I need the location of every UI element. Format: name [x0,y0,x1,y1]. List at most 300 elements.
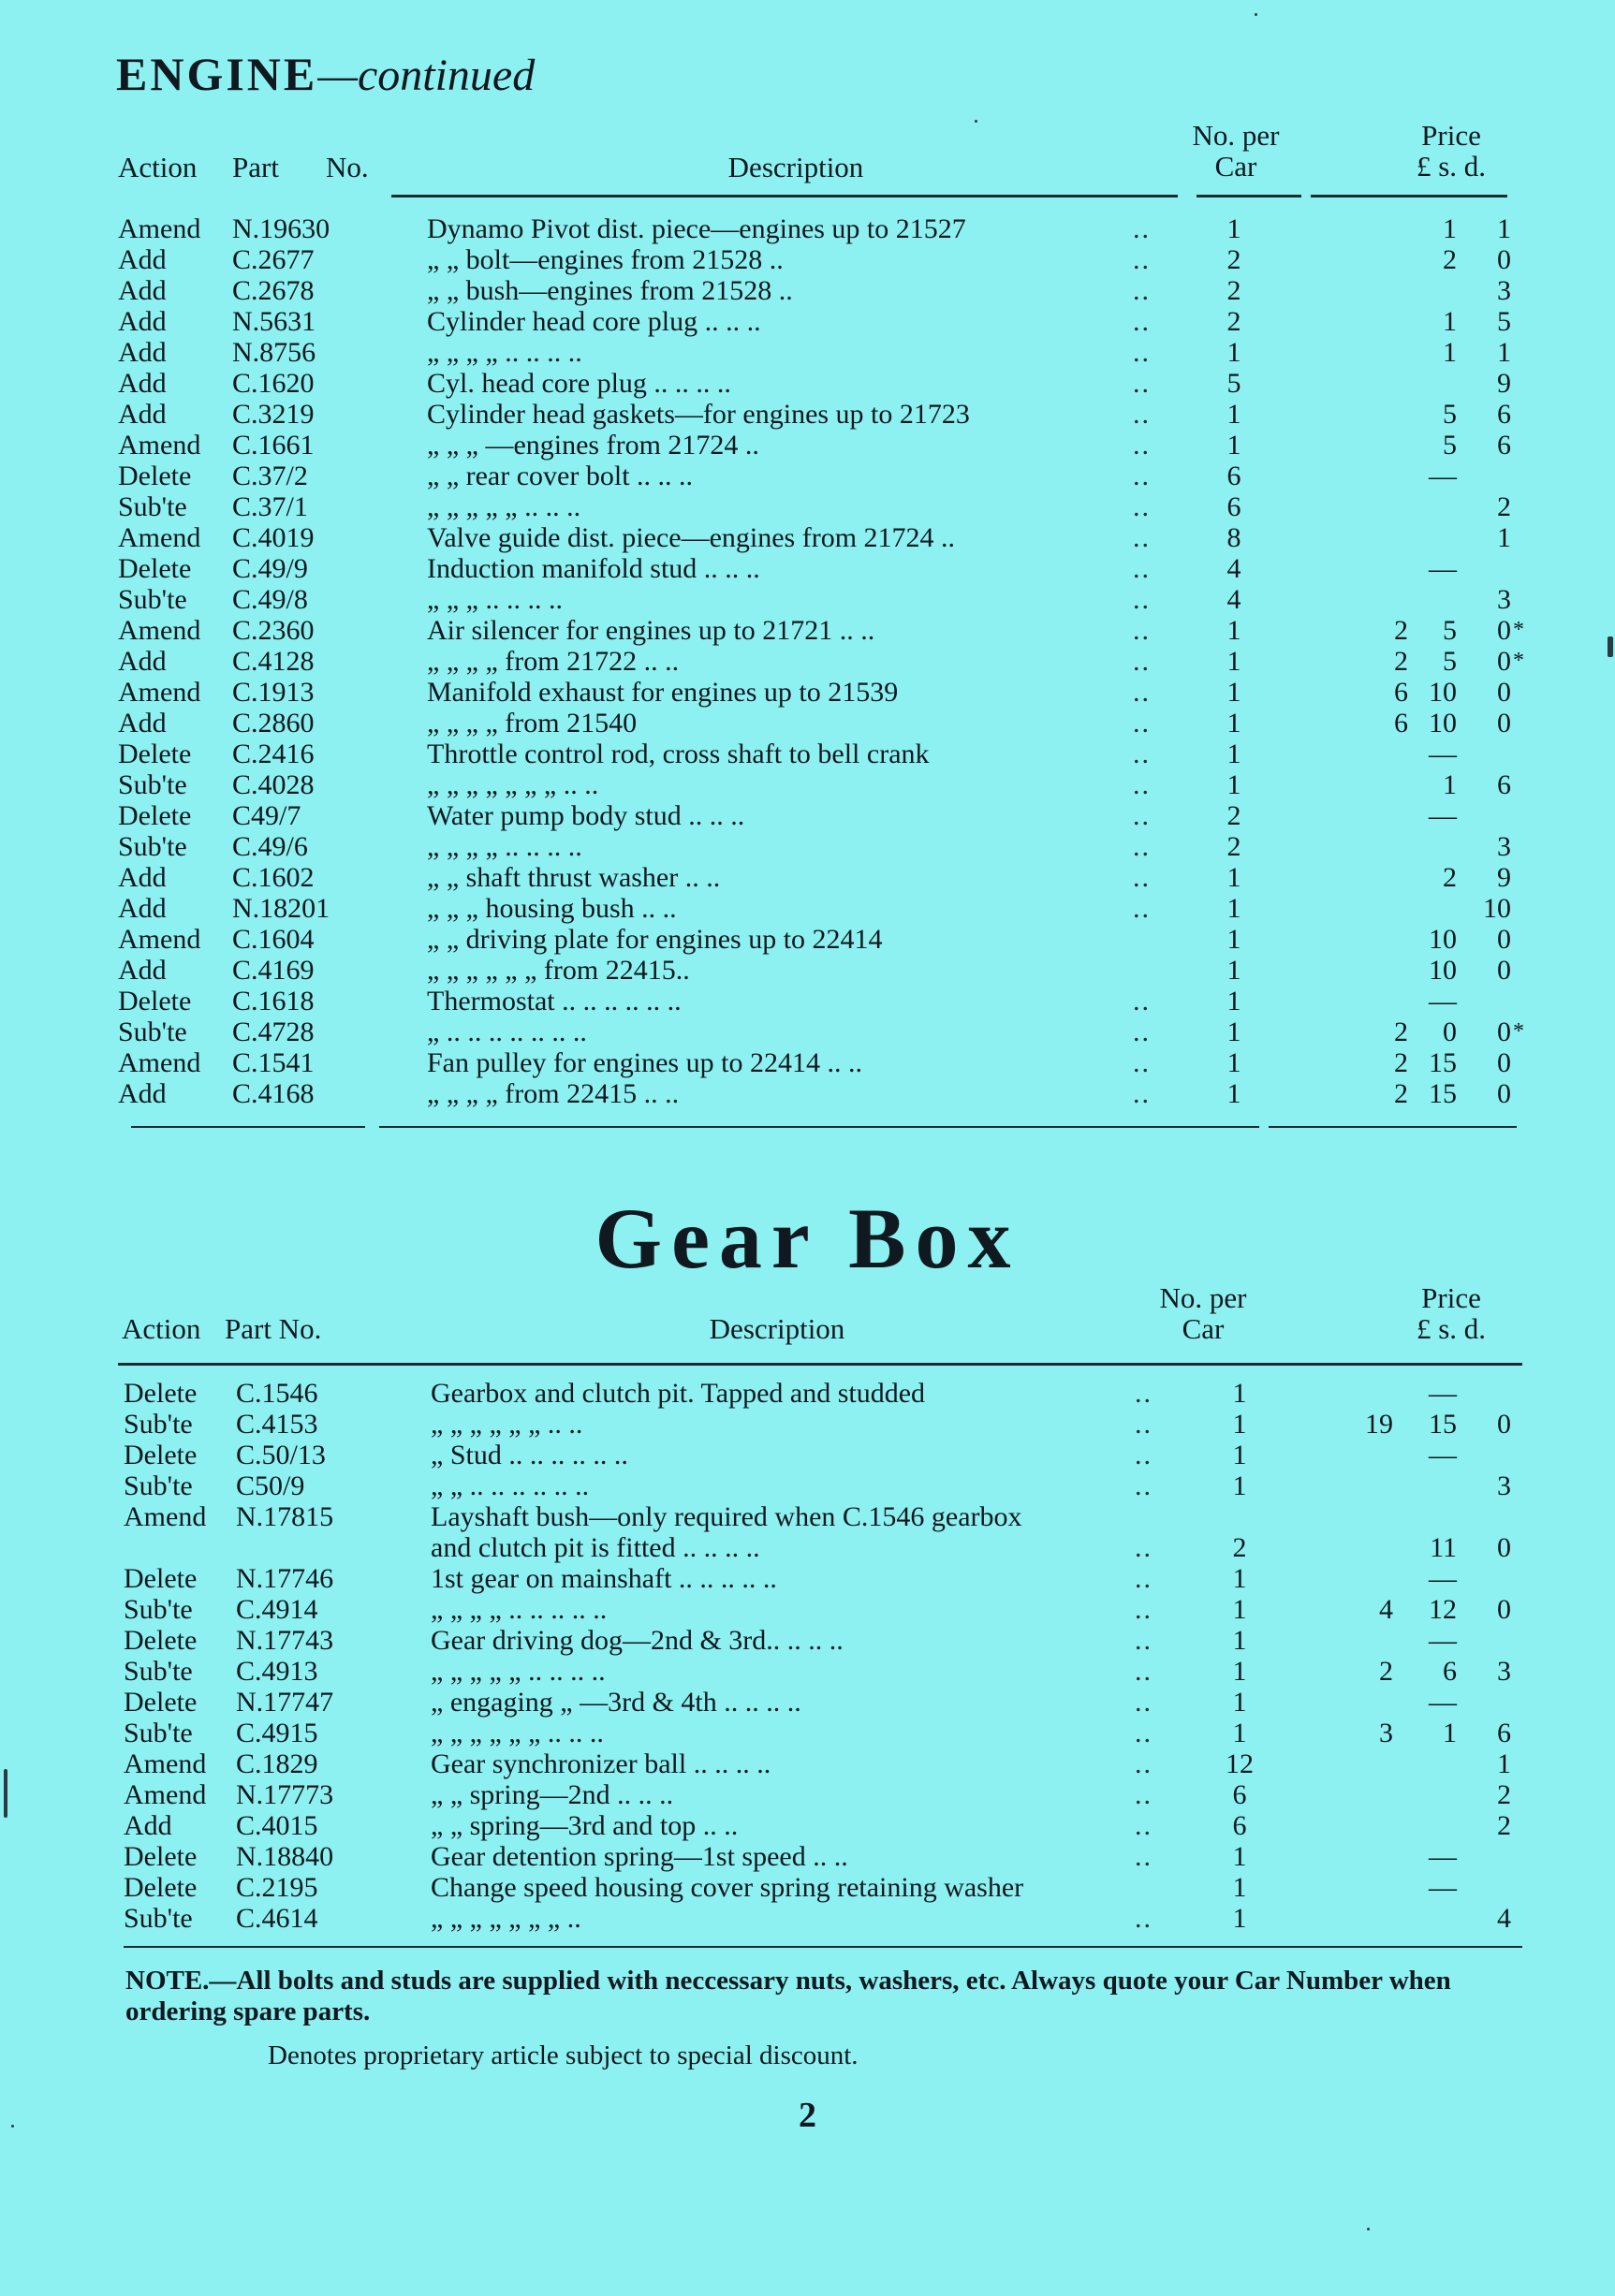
engine-row-price-shillings: 2 [1443,862,1457,893]
engine-row-price-shillings: 1 [1443,306,1457,337]
engine-row-action: Amend [118,677,201,708]
engine-row-part-number: C.2678 [232,275,315,306]
gearbox-row-leader-dots: .. [1135,1841,1153,1872]
engine-footer-rule-2 [379,1126,1259,1128]
engine-row-leader-dots: .. [1133,646,1151,677]
gearbox-row-description: Gearbox and clutch pit. Tapped and studded [431,1378,926,1409]
engine-header-description: Description [727,151,864,183]
gearbox-row-description: 1st gear on mainshaft .. .. .. .. .. [431,1563,777,1594]
engine-row-action: Add [118,646,167,677]
engine-table-row [0,646,1615,677]
gearbox-row-part-number: N.17773 [236,1779,334,1810]
engine-row-price-shillings: 10 [1429,955,1457,986]
gearbox-row-price-shillings: — [1429,1440,1457,1470]
gearbox-table-row [0,1810,1615,1841]
engine-row-leader-dots: .. [1133,553,1151,584]
scan-speck [1255,13,1257,16]
engine-row-price-pence: 0 [1497,708,1511,739]
engine-row-price-pence: 10 [1483,893,1511,924]
gearbox-row-action: Sub'te [124,1718,193,1748]
engine-row-price-pounds: 2 [1394,615,1408,646]
engine-row-leader-dots: .. [1133,1016,1151,1047]
gearbox-table-row [0,1563,1615,1594]
engine-row-price-pounds: 6 [1394,677,1408,708]
engine-table-row [0,924,1615,955]
engine-row-action: Amend [118,1047,201,1078]
engine-row-description: „ „ „ „ from 21540 [427,708,638,739]
engine-row-quantity: 1 [1226,769,1241,800]
gearbox-row-leader-dots: .. [1135,1594,1153,1625]
gearbox-row-price-pounds: 2 [1379,1656,1393,1687]
gearbox-row-description: „ „ „ „ „ .. .. .. .. [431,1656,606,1687]
gearbox-row-part-number: C.4915 [236,1718,318,1748]
engine-table-row [0,955,1615,986]
engine-row-action: Add [118,306,167,337]
gearbox-row-price-shillings: 6 [1443,1656,1457,1687]
engine-row-price-shillings: 5 [1443,430,1457,461]
engine-table-row [0,862,1615,893]
scan-speck [11,2125,14,2128]
gearbox-row-price-pounds: 3 [1379,1718,1393,1748]
engine-header-price-units [1376,151,1526,182]
engine-row-price-shillings: — [1429,553,1457,584]
gearbox-header-rule [118,1363,1522,1366]
engine-row-description: „ .. .. .. .. .. .. .. [427,1016,587,1047]
engine-row-description: Cyl. head core plug .. .. .. .. [427,368,731,399]
engine-row-action: Amend [118,924,201,955]
gearbox-row-description: and clutch pit is fitted .. .. .. .. [431,1532,760,1563]
gearbox-row-quantity: 1 [1232,1470,1247,1501]
gearbox-header-qty-line1: No. per [1159,1281,1247,1314]
engine-row-action: Delete [118,739,192,769]
engine-row-quantity: 1 [1226,708,1241,739]
gearbox-row-description: „ engaging „ —3rd & 4th .. .. .. .. [431,1687,801,1718]
engine-row-quantity: 1 [1226,213,1241,244]
engine-row-action: Add [118,893,167,924]
engine-table-row [0,1078,1615,1109]
gearbox-row-quantity: 12 [1226,1748,1254,1779]
engine-row-price-pence: 1 [1497,337,1511,368]
gearbox-row-part-number: C.4913 [236,1656,318,1687]
engine-row-quantity: 6 [1226,491,1241,522]
gearbox-table-row [0,1532,1615,1563]
gearbox-row-leader-dots: .. [1135,1625,1153,1656]
engine-row-quantity: 1 [1226,986,1241,1016]
gearbox-row-quantity: 1 [1232,1625,1247,1656]
gearbox-row-leader-dots: .. [1135,1779,1153,1810]
engine-row-description: „ „ shaft thrust washer .. .. [427,862,721,893]
gearbox-table-row [0,1594,1615,1625]
engine-row-quantity: 2 [1226,244,1241,275]
engine-row-action: Delete [118,986,192,1016]
gearbox-header-pounds: £ [1416,1312,1431,1345]
engine-row-action: Add [118,862,167,893]
gearbox-row-price-shillings: 1 [1443,1718,1457,1748]
engine-row-leader-dots: .. [1133,1047,1151,1078]
gearbox-row-part-number: C.4914 [236,1594,318,1625]
gearbox-row-price-pounds: 19 [1365,1409,1393,1440]
engine-row-price-pounds: 6 [1394,708,1408,739]
gearbox-row-part-number: N.17815 [236,1501,334,1532]
gearbox-row-quantity: 1 [1232,1594,1247,1625]
gearbox-row-price-pence: 6 [1497,1718,1511,1748]
engine-table-row [0,491,1615,522]
gearbox-row-description: „ „ spring—2nd .. .. .. [431,1779,674,1810]
engine-row-action: Delete [118,800,192,831]
gearbox-header-qty-line2: Car [1182,1312,1225,1345]
engine-row-leader-dots: .. [1133,1078,1151,1109]
gearbox-row-price-pence: 0 [1497,1409,1511,1440]
engine-row-part-number: C.4728 [232,1016,315,1047]
engine-row-price-pence: 0 [1497,615,1511,646]
engine-row-price-pence: 0 [1497,646,1511,677]
engine-row-part-number: C.49/6 [232,831,308,862]
gearbox-footer-rule [124,1946,1522,1948]
engine-row-description: Induction manifold stud .. .. .. [427,553,760,584]
gearbox-table-row [0,1625,1615,1656]
engine-row-part-number: C.1618 [232,986,315,1016]
engine-row-quantity: 1 [1226,862,1241,893]
engine-row-price-pence: 6 [1497,430,1511,461]
engine-header-pence: d. [1463,150,1487,183]
engine-row-price-shillings: 2 [1443,244,1457,275]
gearbox-table-row [0,1378,1615,1409]
engine-row-price-pence: 0 [1497,244,1511,275]
engine-row-part-number: C.4168 [232,1078,315,1109]
engine-row-price-shillings: 10 [1429,924,1457,955]
engine-table-row [0,553,1615,584]
gearbox-row-description: Gear driving dog—2nd & 3rd.. .. .. .. [431,1625,844,1656]
engine-row-description: „ „ „ —engines from 21724 .. [427,430,759,461]
engine-row-action: Add [118,275,167,306]
engine-table-row [0,368,1615,399]
engine-row-leader-dots: .. [1133,244,1151,275]
engine-row-part-number: C.37/2 [232,461,308,491]
engine-row-action: Add [118,708,167,739]
engine-row-part-number: N.8756 [232,337,316,368]
note-body: All bolts and studs are supplied with neccessary nuts, washers, etc. Always quote your Car Number when ordering spare parts. [125,1966,1451,2026]
engine-table-row [0,708,1615,739]
gearbox-row-quantity: 1 [1232,1440,1247,1470]
gearbox-row-quantity: 1 [1232,1687,1247,1718]
engine-table-row [0,831,1615,862]
engine-row-action: Sub'te [118,584,187,615]
gearbox-row-price-pence: 0 [1497,1532,1511,1563]
engine-row-quantity: 4 [1226,584,1241,615]
engine-row-quantity: 8 [1226,522,1241,553]
engine-row-price-pence: 5 [1497,306,1511,337]
engine-row-price-shillings: — [1429,800,1457,831]
engine-row-description: Air silencer for engines up to 21721 .. .. [427,615,875,646]
engine-header-part: Part [232,151,279,183]
gearbox-table-row [0,1779,1615,1810]
gearbox-row-action: Sub'te [124,1594,193,1625]
gearbox-row-price-pence: 3 [1497,1470,1511,1501]
gearbox-row-quantity: 1 [1232,1409,1247,1440]
engine-row-description: Manifold exhaust for engines up to 21539 [427,677,899,708]
engine-row-price-shillings: 15 [1429,1078,1457,1109]
engine-row-quantity: 5 [1226,368,1241,399]
gearbox-row-description: „ „ „ „ „ „ „ .. [431,1903,581,1934]
engine-row-price-shillings: — [1429,986,1457,1016]
engine-row-leader-dots: .. [1133,986,1151,1016]
gearbox-row-action: Delete [124,1687,198,1718]
engine-row-description: „ „ rear cover bolt .. .. .. [427,461,694,491]
gearbox-row-description: Layshaft bush—only required when C.1546 gearbox [431,1501,1022,1532]
page-number: 2 [799,2096,816,2135]
engine-row-action: Sub'te [118,831,187,862]
engine-row-action: Add [118,1078,167,1109]
engine-row-price-pounds: 2 [1394,1016,1408,1047]
engine-row-action: Sub'te [118,491,187,522]
engine-row-quantity: 1 [1226,677,1241,708]
gearbox-row-action: Sub'te [124,1470,193,1501]
gearbox-header-pence: d. [1463,1312,1487,1345]
engine-row-part-number: N.18201 [232,893,330,924]
engine-row-action: Amend [118,430,201,461]
engine-parts-table [0,213,1615,1109]
engine-row-price-pence: 0 [1497,1078,1511,1109]
gearbox-table-row [0,1718,1615,1748]
gearbox-row-action: Delete [124,1872,198,1903]
engine-row-action: Add [118,337,167,368]
engine-table-row [0,800,1615,831]
engine-row-part-number: C.2416 [232,739,315,769]
gearbox-header-price-units [1376,1313,1526,1344]
gearbox-row-price-shillings: 11 [1430,1532,1457,1563]
engine-row-leader-dots: .. [1133,368,1151,399]
engine-row-action: Sub'te [118,1016,187,1047]
engine-row-price-pence: 3 [1497,275,1511,306]
gearbox-header-price [1376,1282,1526,1344]
engine-row-leader-dots: .. [1133,739,1151,769]
gearbox-table-row [0,1841,1615,1872]
engine-row-action: Add [118,368,167,399]
engine-row-description: Cylinder head core plug .. .. .. [427,306,761,337]
engine-row-part-number: C.2360 [232,615,315,646]
scan-speck [4,1769,7,1818]
engine-row-price-pence: 0 [1497,1047,1511,1078]
engine-row-description: Thermostat .. .. .. .. .. .. [427,986,682,1016]
engine-row-part-number: C.4019 [232,522,315,553]
engine-row-action: Amend [118,615,201,646]
engine-row-description: Cylinder head gaskets—for engines up to 21723 [427,399,970,430]
engine-row-part-number: C.4128 [232,646,315,677]
engine-row-part-number: C.1620 [232,368,315,399]
engine-header-price-label: Price [1421,119,1481,152]
engine-table-row [0,337,1615,368]
gearbox-row-action: Delete [124,1440,198,1470]
engine-table-row [0,522,1615,553]
engine-row-part-number: C.1541 [232,1047,315,1078]
engine-table-row [0,1016,1615,1047]
engine-row-leader-dots: .. [1133,893,1151,924]
gearbox-row-leader-dots: .. [1135,1440,1153,1470]
engine-row-part-number: C.2677 [232,244,315,275]
gearbox-row-action: Sub'te [124,1656,193,1687]
gearbox-row-leader-dots: .. [1135,1470,1153,1501]
engine-row-leader-dots: .. [1133,430,1151,461]
engine-table-row [0,461,1615,491]
gearbox-table-row [0,1872,1615,1903]
engine-row-leader-dots: .. [1133,306,1151,337]
gearbox-row-action: Delete [124,1625,198,1656]
gearbox-row-price-shillings: 15 [1429,1409,1457,1440]
gearbox-row-action: Delete [124,1563,198,1594]
engine-table-row [0,430,1615,461]
gearbox-row-part-number: C.4015 [236,1810,318,1841]
gearbox-row-leader-dots: .. [1135,1748,1153,1779]
engine-table-row [0,244,1615,275]
engine-row-leader-dots: .. [1133,584,1151,615]
gearbox-table-row [0,1501,1615,1532]
engine-header-action: Action [118,151,198,183]
gearbox-row-part-number: N.17747 [236,1687,334,1718]
engine-table-row [0,275,1615,306]
engine-header-rule-qty [1197,195,1301,197]
engine-row-quantity: 1 [1226,924,1241,955]
engine-footer-rule-3 [1269,1126,1517,1128]
engine-row-price-pence: 1 [1497,522,1511,553]
engine-row-part-number: N.19630 [232,213,330,244]
engine-row-part-number: C.1913 [232,677,315,708]
engine-row-quantity: 1 [1226,615,1241,646]
scan-speck [1608,636,1613,657]
gearbox-row-quantity: 6 [1232,1810,1247,1841]
engine-row-action: Amend [118,213,201,244]
engine-title: ENGINE [116,48,318,100]
engine-row-price-pence: 3 [1497,831,1511,862]
engine-row-price-pence: 0 [1497,955,1511,986]
gearbox-table-row [0,1656,1615,1687]
engine-row-part-number: C.49/8 [232,584,308,615]
engine-row-leader-dots: .. [1133,615,1151,646]
engine-row-leader-dots: .. [1133,337,1151,368]
engine-row-price-pence: 0 [1497,924,1511,955]
engine-row-price-shillings: 10 [1429,677,1457,708]
engine-header-shillings: s. [1438,150,1458,183]
gearbox-row-part-number: C.4153 [236,1409,318,1440]
engine-row-discount-star: * [1513,649,1524,673]
engine-row-quantity: 1 [1226,1016,1241,1047]
gearbox-parts-table [0,1378,1615,1934]
engine-row-price-shillings: 5 [1443,399,1457,430]
gearbox-table-row [0,1748,1615,1779]
engine-row-price-pounds: 2 [1394,646,1408,677]
gearbox-row-leader-dots: .. [1135,1687,1153,1718]
gearbox-row-price-shillings: — [1429,1872,1457,1903]
gearbox-row-quantity: 2 [1232,1532,1247,1563]
engine-row-part-number: C.1602 [232,862,315,893]
scan-speck [1367,2228,1370,2230]
gearbox-table-row [0,1409,1615,1440]
gearbox-row-price-shillings: — [1429,1378,1457,1409]
gearbox-row-description: „ „ .. .. .. .. .. .. [431,1470,590,1501]
engine-row-quantity: 1 [1226,1047,1241,1078]
engine-table-row [0,677,1615,708]
engine-row-description: „ „ bolt—engines from 21528 .. [427,244,784,275]
engine-row-part-number: C.4169 [232,955,315,986]
engine-title-suffix: —continued [317,51,536,100]
engine-header-rule-price [1311,195,1507,197]
gearbox-row-price-shillings: — [1429,1841,1457,1872]
engine-row-part-number: C.2860 [232,708,315,739]
gearbox-row-part-number: C.1546 [236,1378,318,1409]
note-proprietary: Denotes proprietary article subject to special discount. [268,2040,859,2070]
gearbox-row-leader-dots: .. [1135,1532,1153,1563]
gearbox-row-action: Sub'te [124,1409,193,1440]
engine-row-price-shillings: 1 [1443,769,1457,800]
engine-row-price-pence: 1 [1497,213,1511,244]
engine-row-leader-dots: .. [1133,708,1151,739]
engine-table-row [0,306,1615,337]
gearbox-row-description: Change speed housing cover spring retaining washer [431,1872,1024,1903]
gearbox-row-leader-dots: .. [1135,1810,1153,1841]
engine-row-leader-dots: .. [1133,862,1151,893]
engine-row-price-pence: 6 [1497,769,1511,800]
engine-row-description: „ „ „ „ .. .. .. .. [427,337,582,368]
engine-row-price-pence: 0 [1497,677,1511,708]
engine-row-quantity: 1 [1226,1078,1241,1109]
engine-row-price-shillings: 1 [1443,213,1457,244]
engine-header-price [1376,120,1526,182]
engine-table-row [0,213,1615,244]
engine-row-price-shillings: — [1429,739,1457,769]
gearbox-table-row [0,1903,1615,1934]
gearbox-row-price-pence: 1 [1497,1748,1511,1779]
gearbox-row-price-shillings: 12 [1429,1594,1457,1625]
engine-row-quantity: 2 [1226,275,1241,306]
engine-row-price-shillings: 5 [1443,615,1457,646]
engine-row-description: Throttle control rod, cross shaft to bell crank [427,739,930,769]
engine-row-quantity: 1 [1226,399,1241,430]
gearbox-row-description: „ „ „ „ „ „ .. .. [431,1409,583,1440]
engine-row-leader-dots: .. [1133,399,1151,430]
engine-row-action: Delete [118,461,192,491]
engine-row-part-number: C.37/1 [232,491,308,522]
engine-row-quantity: 4 [1226,553,1241,584]
gearbox-row-leader-dots: .. [1135,1718,1153,1748]
gearbox-header-qty [1128,1282,1278,1344]
gearbox-table-row [0,1470,1615,1501]
gearbox-row-part-number: C.4614 [236,1903,318,1934]
engine-row-price-shillings: 1 [1443,337,1457,368]
engine-row-price-pence: 3 [1497,584,1511,615]
gearbox-row-action: Add [124,1810,172,1841]
engine-header-pounds: £ [1416,150,1431,183]
gearbox-row-action: Amend [124,1501,207,1532]
engine-row-price-shillings: — [1429,461,1457,491]
engine-table-row [0,739,1615,769]
gearbox-row-quantity: 1 [1232,1718,1247,1748]
scan-speck [975,120,977,123]
gearbox-row-part-number: N.17743 [236,1625,334,1656]
gearbox-row-action: Sub'te [124,1903,193,1934]
engine-row-leader-dots: .. [1133,769,1151,800]
engine-row-leader-dots: .. [1133,522,1151,553]
engine-section-title [116,47,535,101]
engine-row-part-number: C.3219 [232,399,315,430]
engine-table-row [0,1047,1615,1078]
gearbox-row-price-pounds: 4 [1379,1594,1393,1625]
engine-row-description: „ „ driving plate for engines up to 22414 [427,924,883,955]
engine-row-description: „ „ „ „ „ „ from 22415.. [427,955,690,986]
gearbox-row-price-pence: 2 [1497,1779,1511,1810]
engine-row-price-pence: 9 [1497,368,1511,399]
engine-row-action: Add [118,955,167,986]
engine-row-price-pence: 6 [1497,399,1511,430]
gearbox-row-price-shillings: — [1429,1563,1457,1594]
